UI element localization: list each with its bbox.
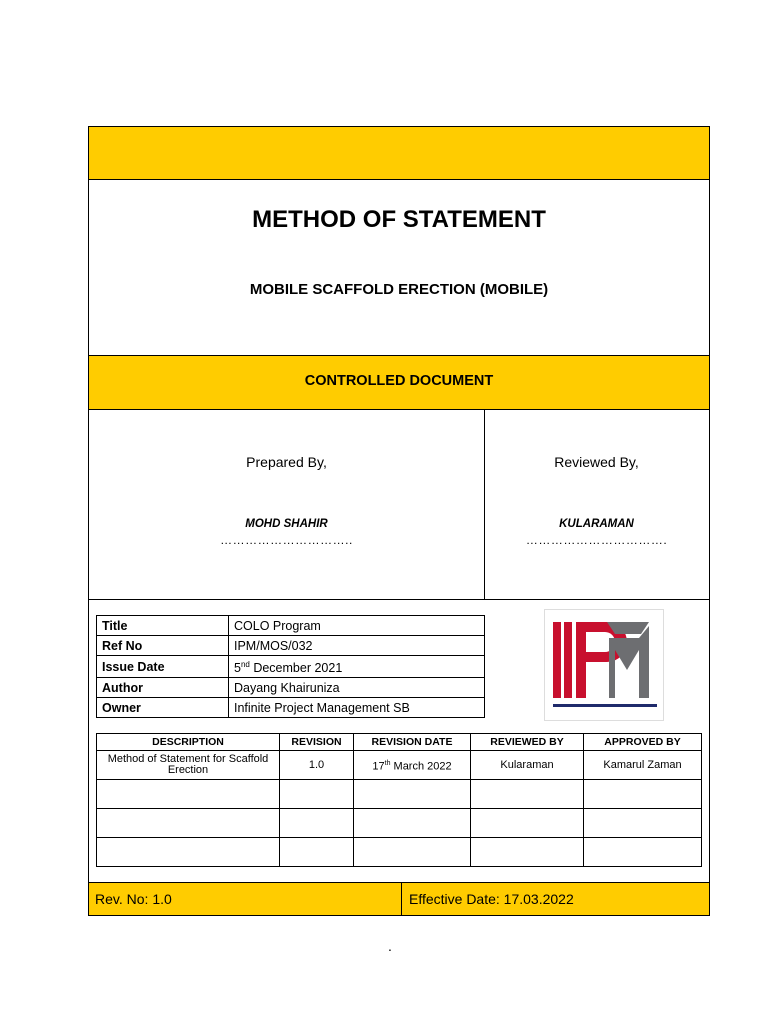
page-marker: . (388, 938, 392, 954)
info-key: Title (97, 616, 229, 636)
table-cell: Kularaman (471, 751, 584, 780)
column-header: REVISION DATE (354, 734, 471, 751)
prepared-by-label: Prepared By, (246, 454, 327, 470)
table-row (97, 838, 702, 867)
info-key: Ref No (97, 636, 229, 656)
ipm-logo-icon (545, 610, 663, 720)
info-row-ref (97, 636, 485, 656)
info-key: Owner (97, 698, 229, 718)
prepared-signature-line: ………………………….. (220, 533, 353, 547)
document-info-table (96, 615, 485, 718)
info-key: Author (97, 678, 229, 698)
table-cell: Method of Statement for Scaffold Erection (97, 751, 280, 780)
footer-band (89, 883, 709, 915)
info-key: Issue Date (97, 656, 229, 678)
table-cell: 17th March 2022 (354, 751, 471, 780)
table-row (97, 751, 702, 780)
reviewed-by-name: KULARAMAN (559, 518, 634, 530)
table-row (97, 780, 702, 809)
info-value: Dayang Khairuniza (229, 678, 485, 698)
column-header: DESCRIPTION (97, 734, 280, 751)
header-band (89, 127, 709, 179)
table-cell: Kamarul Zaman (584, 751, 702, 780)
info-value: IPM/MOS/032 (229, 636, 485, 656)
reviewed-by-label: Reviewed By, (554, 454, 639, 470)
reviewed-signature-line: ……………………………. (525, 533, 668, 547)
column-header: REVISION (280, 734, 354, 751)
document-title: METHOD OF STATEMENT (252, 206, 546, 233)
info-row-issue-date (97, 656, 485, 678)
info-row-author (97, 678, 485, 698)
effective-date: Effective Date: 17.03.2022 (409, 891, 574, 907)
revision-header-row (97, 734, 702, 751)
table-row (97, 809, 702, 838)
document-frame (88, 126, 710, 916)
controlled-document-label: CONTROLLED DOCUMENT (304, 373, 494, 389)
document-subtitle: MOBILE SCAFFOLD ERECTION (MOBILE) (249, 281, 549, 298)
info-row-owner (97, 698, 485, 718)
revision-number: Rev. No: 1.0 (95, 891, 172, 907)
revision-table (96, 733, 702, 867)
table-cell: 1.0 (280, 751, 354, 780)
prepared-by-name: MOHD SHAHIR (245, 518, 328, 530)
info-value: Infinite Project Management SB (229, 698, 485, 718)
company-logo (544, 609, 664, 721)
column-header: APPROVED BY (584, 734, 702, 751)
column-header: REVIEWED BY (471, 734, 584, 751)
info-value: 5nd December 2021 (229, 656, 485, 678)
info-row-title (97, 616, 485, 636)
info-value: COLO Program (229, 616, 485, 636)
